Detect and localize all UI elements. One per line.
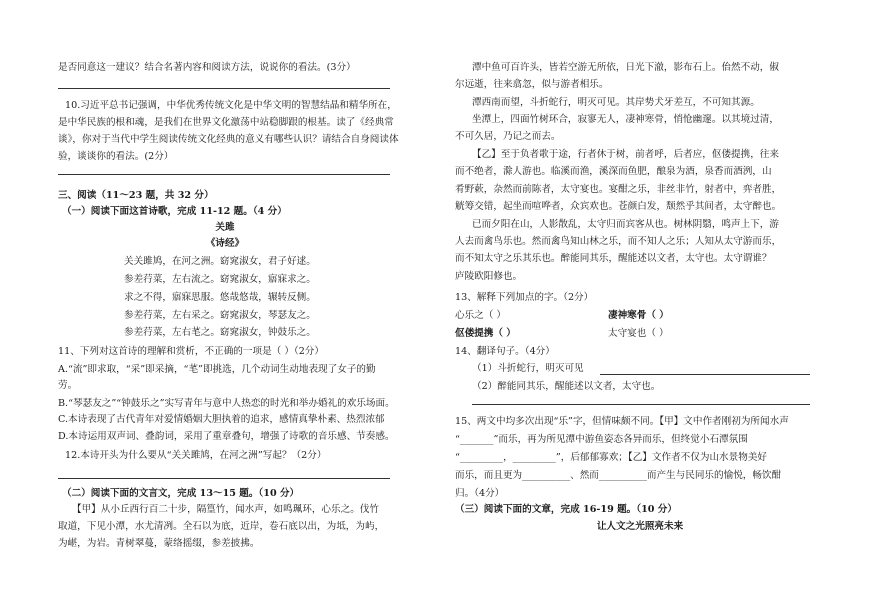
question-13-item: 心乐之（ ）: [455, 310, 507, 321]
question-15-line: 而乐，而且更为__________、然而__________而产生与民同乐的愉悦，畅饮酣: [455, 470, 782, 481]
passage-jia-line: 【甲】从小丘西行百二十步，隔篁竹，闻水声，如鸣珮环，心乐之。伐竹: [72, 504, 379, 515]
poem-line: 参差荇菜，左右芼之。窈窕淑女，钟鼓乐之。: [124, 327, 316, 338]
question-15-line: “_________，_________”，后郁郁寡欢；【乙】文作者不仅为山水景物美好: [455, 452, 768, 463]
article-title: 让人文之光照亮未来: [596, 521, 684, 532]
question-10-line: 谈》，你对于当代中学生阅读传统文化经典的意义有哪些认识？请结合自身阅读体: [58, 134, 399, 145]
question-10-line: 验，谈谈你的看法。(2分）: [58, 151, 174, 162]
passage-jia-line: 潭西南而望，斗折蛇行，明灭可见。其岸势犬牙差互，不可知其源。: [472, 97, 760, 108]
passage-yi-line: 庐陵欧阳修也。: [455, 271, 523, 282]
passage-yi-line: 而不绝者，滁人游也。临溪而渔，溪深而鱼肥，酿泉为酒，泉香而酒洌，山: [455, 166, 772, 177]
classical-part-heading: （二）阅读下面的文言文，完成 13～15 题。（10 分）: [62, 488, 300, 499]
question-11-option: A.“流”即求取，“采”即采摘，“芼”即挑选，几个动词生动地表现了女子的勤: [58, 364, 376, 375]
passage-jia-line: 坐潭上，四面竹树环合，寂寥无人，凄神寒骨，悄怆幽邃。以其境过清，: [472, 114, 779, 125]
poem-title: 关雎: [215, 222, 235, 233]
answer-line: [600, 374, 810, 375]
question-14-stem: 14、翻译句子。（4分）: [455, 346, 555, 357]
passage-jia-line: 为嵁，为岩。青树翠蔓，蒙络摇缀，参差披拂。: [58, 538, 260, 549]
question-11-option: 劳。: [58, 380, 78, 391]
question-10-line: 10.习近平总书记强调，中华优秀传统文化是中华文明的智慧结晶和精华所在，: [65, 100, 397, 111]
question-13-item: 太守宴也（ ）: [608, 328, 669, 339]
question-13-item: 凄神寒骨（ ）: [608, 310, 669, 321]
question-11-option: C.本诗表现了古代青年对爱情婚姻大胆执着的追求，感情真挚朴素、热烈浓郁: [58, 414, 385, 425]
question-14-item: （1）斗折蛇行，明灭可见: [472, 363, 584, 374]
poem-source: 《诗经》: [205, 238, 245, 249]
poem-line: 关关雎鸠，在河之洲。窈窕淑女，君子好逑。: [124, 256, 316, 267]
question-11-stem: 11、下列对这首诗的理解和赏析，不正确的一项是（ ）（2分）: [58, 346, 324, 357]
answer-line: [58, 88, 390, 89]
passage-yi-line: 觥筹交错，起坐而喧哗者，众宾欢也。苍颜白发，颓然乎其间者，太守醉也。: [455, 201, 782, 212]
poem-part-heading: （一）阅读下面这首诗歌，完成 11-12 题。（4 分）: [62, 206, 287, 217]
question-9-tail: 是否同意这一建议？结合名著内容和阅读方法，说说你的看法。(3分）: [58, 62, 356, 73]
passage-yi-line: 已而夕阳在山，人影散乱，太守归而宾客从也。树林阴翳，鸣声上下，游: [472, 219, 779, 230]
poem-line: 求之不得，寤寐思服。悠哉悠哉，辗转反侧。: [124, 292, 316, 303]
question-15-line: 15、两文中均多次出现“乐”字，但情味颇不同。【甲】文中作者刚初为所闻水声: [455, 416, 789, 427]
question-14-item: （2）醉能同其乐，醒能述以文者，太守也。: [472, 381, 661, 392]
question-13-item: 伛偻提携（ ）: [455, 328, 516, 339]
answer-line: [58, 478, 390, 479]
passage-yi-line: 【乙】至于负者歌于途，行者休于树，前者呼，后者应，伛偻提携，往来: [472, 149, 779, 160]
question-10-line: 是中华民族的根和魂，是我们在世界文化激荡中站稳脚跟的根基。读了《经典常: [58, 117, 394, 128]
question-11-option: B.“琴瑟友之”“钟鼓乐之”实写青年与意中人热恋的时光和举办婚礼的欢乐场面。: [58, 398, 395, 409]
passage-yi-line: 人去而禽鸟乐也。然而禽鸟知山林之乐，而不知人之乐；人知从太守游而乐，: [455, 236, 782, 247]
passage-yi-line: 肴野蔌，杂然而前陈者，太守宴也。宴酣之乐，非丝非竹，射者中，弈者胜，: [455, 184, 782, 195]
question-11-option: D.本诗运用双声词、叠韵词，采用了重章叠句，增强了诗歌的音乐感、节奏感。: [58, 431, 395, 442]
question-12: 12.本诗开头为什么要从“关关雎鸠，在河之洲”写起？（2分）: [65, 450, 327, 461]
question-15-line: “_______”而乐，再为所见潭中游鱼姿态各异而乐，但终觉小石潭氛围: [455, 434, 748, 445]
poem-line: 参差荇菜，左右流之。窈窕淑女，寤寐求之。: [124, 274, 316, 285]
question-15-line: 归。（4分）: [455, 488, 505, 499]
passage-jia-line: 潭中鱼可百许头，皆若空游无所依，日光下澈，影布石上。佁然不动，俶: [472, 62, 779, 73]
question-13-stem: 13、解释下列加点的字。（2分）: [455, 292, 594, 303]
section-3-heading: 三、阅读（11～23 题，共 32 分）: [58, 190, 214, 201]
passage-jia-line: 不可久居，乃记之而去。: [455, 131, 561, 142]
passage-jia-line: 尔远逝，往来翕忽，似与游者相乐。: [455, 79, 609, 90]
answer-line: [58, 174, 390, 175]
passage-yi-line: 而不知太守之乐其乐也。醉能同其乐，醒能述以文者，太守也。太守谓谁？: [455, 253, 772, 264]
answer-line: [472, 404, 810, 405]
article-part-heading: （三）阅读下面的文章，完成 16-19 题。（10 分）: [455, 504, 677, 515]
passage-jia-line: 取道，下见小潭，水尤清冽。全石以为底，近岸，卷石底以出，为坻，为屿，: [58, 521, 385, 532]
poem-line: 参差荇菜，左右采之。窈窕淑女，琴瑟友之。: [124, 310, 316, 321]
